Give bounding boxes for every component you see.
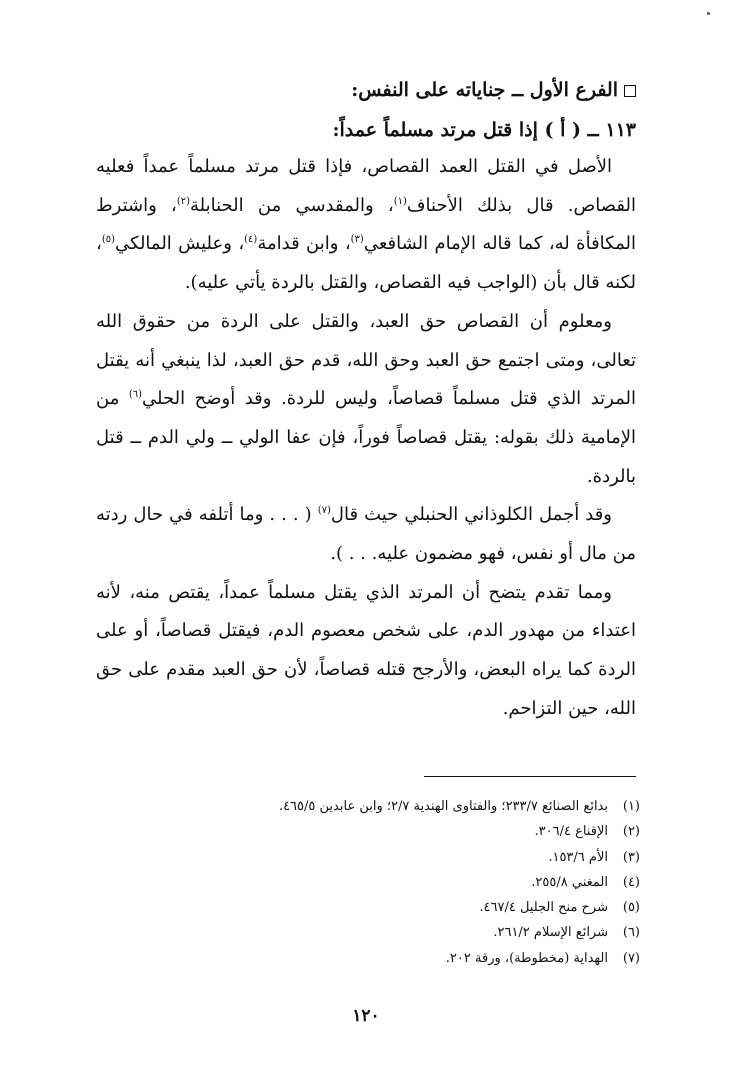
- footnote-text: الهداية (مخطوطة)، ورقة ٢٠٢.: [445, 950, 608, 966]
- text-run: من الإمامية ذلك بقوله: يقتل قصاصاً فوراً، فإن عفا الولي ــ ولي الدم ــ قتل بالردة.: [96, 388, 636, 487]
- footnote-separator: [424, 776, 636, 777]
- footnote-ref: (٧): [317, 505, 331, 517]
- footnote-text: الأم ١٥٣/٦.: [548, 849, 608, 865]
- footnote-text: شرح منح الجليل ٤٦٧/٤.: [479, 900, 608, 916]
- item-heading: [96, 114, 636, 146]
- footnote-ref: (٦): [128, 389, 143, 401]
- text-run: وقد أجمل الكلوذاني الحنبلي حيث قال: [330, 504, 612, 526]
- text-run: ، واشترط المكافأة له، كما قاله الإمام الشافعي: [96, 194, 637, 255]
- footnote-text: الإقناع ٣٠٦/٤.: [534, 824, 608, 840]
- paragraph-2: [96, 303, 636, 497]
- text-run: ، وابن قدامة: [257, 233, 351, 255]
- footnote-number: (٢): [622, 824, 640, 840]
- footnote-ref: (٤): [244, 234, 258, 246]
- text-run: ، لكنه قال بأن (الواجب فيه القصاص، والقتل بالردة يأتي عليه).: [96, 233, 636, 294]
- footnotes: [80, 794, 640, 971]
- footnote-item: [80, 819, 640, 844]
- footnote-ref: (٣): [350, 234, 364, 246]
- page-number: ١٢٠: [352, 1006, 380, 1026]
- footnote-ref: (٢): [176, 195, 191, 207]
- paragraph-3: [96, 496, 636, 573]
- section-heading: [96, 74, 636, 106]
- footnote-item: [80, 794, 640, 819]
- main-text: [96, 148, 636, 729]
- footnote-number: (٤): [622, 874, 640, 890]
- footnote-item: [80, 895, 640, 920]
- square-bullet-icon: [624, 85, 636, 97]
- footnote-number: (١): [622, 799, 640, 814]
- item-title: ١١٣ ــ ( أ ) إذا قتل مرتد مسلماً عمداً:: [332, 119, 636, 141]
- footnote-text: المغني ٢٥٥/٨.: [531, 874, 608, 890]
- text-run: ومما تقدم يتضح أن المرتد الذي يقتل مسلماً عمداً، يقتص منه، لأنه اعتداء من مهدور الدم، على شخص معصوم الدم، فيقتل قصاصاً، أو على الردة كما يراه البعض، والأرجح قتله قصاصاً، لأن حق العبد مقدم على حق الله، حين التزاحم.: [96, 581, 636, 719]
- text-run: ومعلوم أن القصاص حق العبد، والقتل على الردة من حقوق الله تعالى، ومتى اجتمع حق العبد وحق الله، قدم حق العبد، لذا ينبغي أنه يقتل المرتد الذي قتل مسلماً قصاصاً، وليس للردة. وقد أوضح الحلي: [96, 310, 636, 410]
- text-run: ( . . . وما أتلفه في حال ردته من مال أو نفس، فهو مضمون عليه. . . ).: [96, 504, 636, 565]
- footnote-ref: (٥): [101, 234, 115, 246]
- paragraph-4: [96, 574, 636, 729]
- text-run: ، والمقدسي من الحنابلة: [190, 194, 394, 216]
- footnote-item: [80, 845, 640, 870]
- footnote-ref: (١): [393, 195, 407, 207]
- footnote-item: [80, 920, 640, 945]
- footnote-item: [80, 870, 640, 895]
- footnote-item: [80, 946, 640, 971]
- footnote-text: بدائع الصنائع ٢٣٣/٧؛ والفتاوى الهندية ٢/٧؛ وابن عابدين ٤٦٥/٥.: [278, 799, 608, 814]
- footnote-number: (٥): [622, 900, 640, 916]
- footnote-number: (٣): [622, 849, 640, 865]
- footnote-number: (٦): [622, 925, 640, 941]
- text-run: ، وعليش المالكي: [115, 233, 245, 255]
- footnote-text: شرائع الإسلام ٢٦١/٢.: [493, 925, 608, 941]
- footnote-number: (٧): [622, 950, 640, 966]
- scan-speck: [707, 12, 710, 15]
- section-title: الفرع الأول ــ جناياته على النفس:: [351, 79, 618, 101]
- paragraph-1: [96, 148, 636, 303]
- text-run: الأصل في القتل العمد القصاص، فإذا قتل مرتد مسلماً عمداً فعليه القصاص. قال بذلك الأحناف: [96, 156, 636, 216]
